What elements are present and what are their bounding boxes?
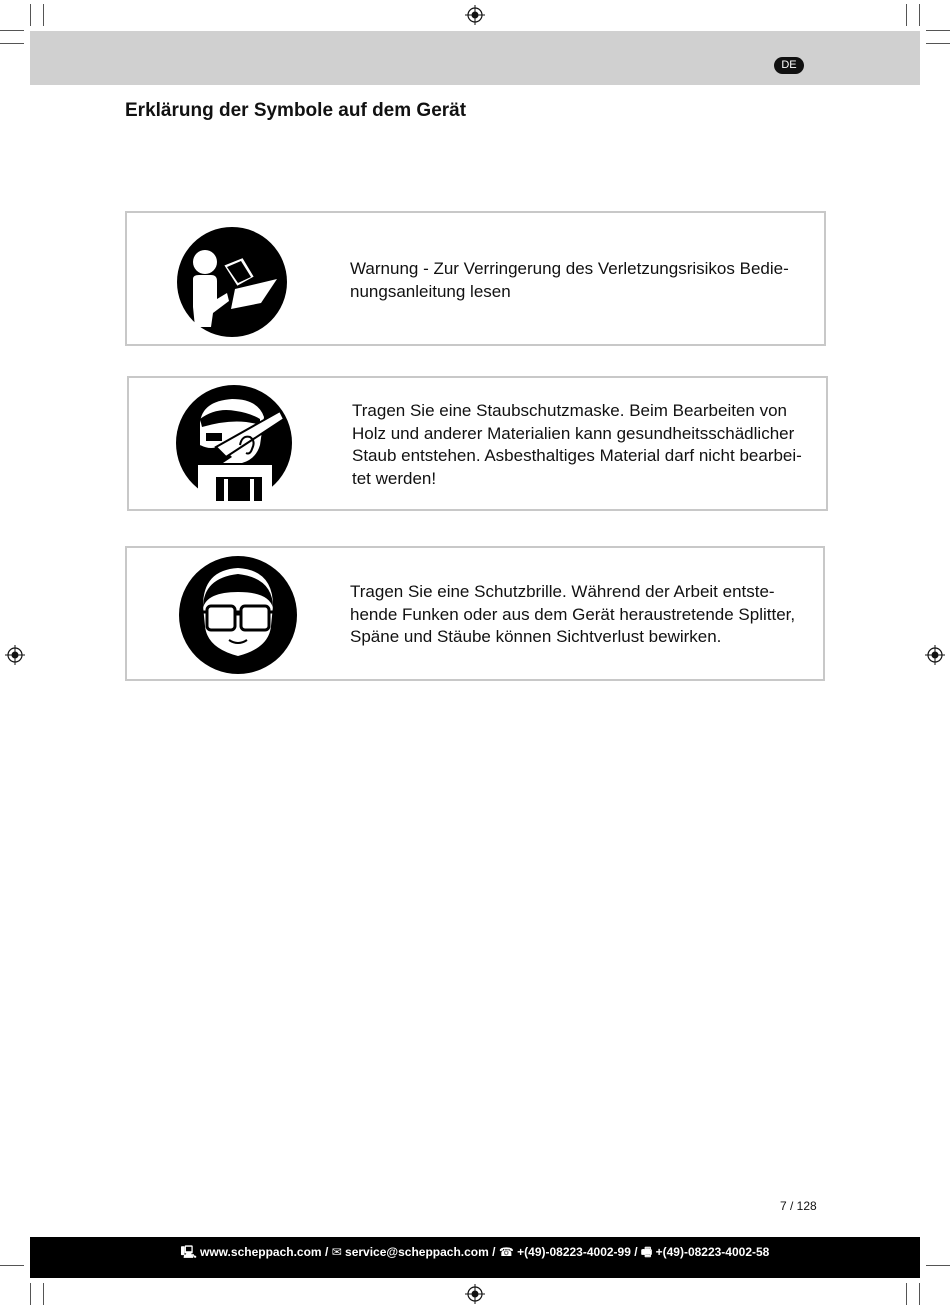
registration-mark-icon (5, 645, 25, 665)
crop-mark (919, 4, 920, 26)
symbol-text: Tragen Sie eine Schutzbrille. Während der Arbeit entste- hende Funken oder aus dem Gerät heraustretende Splitter, Späne und Stäube können Sichtverlust bewirken. (350, 582, 796, 646)
footer-phone[interactable]: +(49)-08223-4002-99 (517, 1245, 631, 1259)
crop-mark (0, 1265, 24, 1266)
language-badge: DE (774, 57, 804, 74)
symbol-box-dust-mask (127, 376, 828, 511)
registration-mark-icon (925, 645, 945, 665)
crop-mark (43, 4, 44, 26)
symbol-box-read-manual (125, 211, 826, 346)
footer-band (30, 1237, 920, 1278)
footer-contact (30, 1243, 920, 1264)
read-manual-icon (177, 227, 287, 337)
symbol-text: Warnung - Zur Verringerung des Verletzungsrisikos Bedie- nungsanleitung lesen (350, 259, 789, 301)
footer-website[interactable]: www.scheppach.com (200, 1245, 322, 1259)
footer-separator: / (492, 1245, 496, 1259)
crop-mark (0, 30, 24, 31)
fax-icon: 🖷 (640, 1245, 653, 1259)
footer-email[interactable]: service@scheppach.com (345, 1245, 489, 1259)
footer-fax: +(49)-08223-4002-58 (655, 1245, 770, 1259)
symbol-text: Tragen Sie eine Staubschutzmaske. Beim Bearbeiten von Holz und anderer Materialien kann gesundheitsschädlicher Staub entstehen. Asbesthaltiges Material darf nicht bearbei- tet werden! (352, 401, 802, 488)
crop-mark (926, 30, 950, 31)
envelope-icon: ✉ (331, 1245, 342, 1259)
dust-mask-icon (176, 385, 292, 501)
crop-mark (30, 4, 31, 26)
registration-mark-icon (465, 1284, 485, 1304)
crop-mark (0, 43, 24, 44)
page-title: Erklärung der Symbole auf dem Gerät (125, 100, 467, 121)
monitor-icon: 🖳 (180, 1245, 197, 1259)
crop-mark (926, 43, 950, 44)
registration-mark-icon (465, 5, 485, 25)
crop-mark (926, 1265, 950, 1266)
page-number: 7 / 128 (780, 1199, 817, 1213)
phone-icon: ☎ (498, 1245, 514, 1259)
footer-separator: / (634, 1245, 638, 1259)
crop-mark (906, 1283, 907, 1305)
crop-mark (906, 4, 907, 26)
crop-mark (43, 1283, 44, 1305)
symbol-box-safety-goggles (125, 546, 825, 681)
crop-mark (919, 1283, 920, 1305)
footer-separator: / (324, 1245, 329, 1259)
crop-mark (30, 1283, 31, 1305)
safety-goggles-icon (179, 556, 297, 674)
